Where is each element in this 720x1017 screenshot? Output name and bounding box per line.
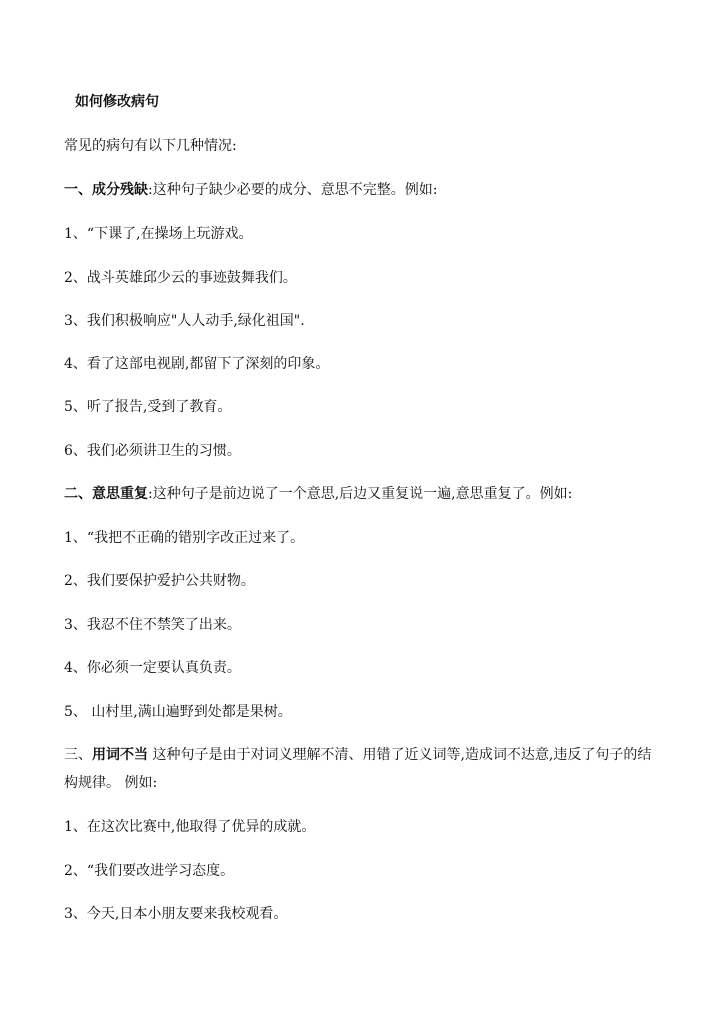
section-2-item-3: 3、我忍不住不禁笑了出来。: [64, 617, 241, 633]
section-1-item-4: 4、看了这部电视剧,都留下了深刻的印象。: [64, 356, 330, 372]
section-3-heading: [64, 741, 659, 797]
intro-text: 常见的病句有以下几种情况:: [64, 138, 237, 154]
section-1-keyword: 成分残缺: [92, 182, 148, 198]
section-1-prefix: 一、: [64, 182, 92, 198]
document-title: 如何修改病句: [75, 94, 159, 110]
section-1-item-2: 2、战斗英雄邱少云的事迹鼓舞我们。: [64, 270, 297, 286]
section-2-keyword: 意思重复: [92, 486, 148, 502]
section-1-item-1: 1、“下课了,在操场上玩游戏。: [64, 226, 253, 242]
section-3-keyword: 用词不当: [92, 747, 148, 763]
section-1-item-5: 5、听了报告,受到了教育。: [64, 399, 232, 415]
section-2-item-5: 5、 山村里,满山遍野到处都是果树。: [64, 704, 292, 720]
section-3-prefix: 三、: [64, 747, 92, 763]
section-2-item-4: 4、你必须一定要认真负责。: [64, 660, 241, 676]
section-1-item-3: 3、我们积极响应"人人动手,绿化祖国".: [64, 313, 305, 329]
section-3-item-2: 2、“我们要改进学习态度。: [64, 863, 235, 879]
section-2-item-2: 2、我们要保护爱护公共财物。: [64, 573, 255, 589]
section-2-item-1: 1、“我把不正确的错别字改正过来了。: [64, 530, 305, 546]
section-2-prefix: 二、: [64, 486, 92, 502]
section-1-item-6: 6、我们必须讲卫生的习惯。: [64, 443, 241, 459]
section-2-heading: [64, 484, 572, 504]
section-3-item-3: 3、今天,日本小朋友要来我校观看。: [64, 906, 288, 922]
section-3-item-1: 1、在这次比赛中,他取得了优异的成就。: [64, 819, 316, 835]
section-1-heading: [64, 180, 437, 200]
section-2-description: :这种句子是前边说了一个意思,后边又重复说一遍,意思重复了。例如:: [148, 486, 573, 502]
section-3-description: 这种句子是由于对词义理解不清、用错了近义词等,造成词不达意,违反了句子的结构规律。 例如:: [64, 747, 652, 791]
section-1-description: :这种句子缺少必要的成分、意思不完整。例如:: [148, 182, 438, 198]
